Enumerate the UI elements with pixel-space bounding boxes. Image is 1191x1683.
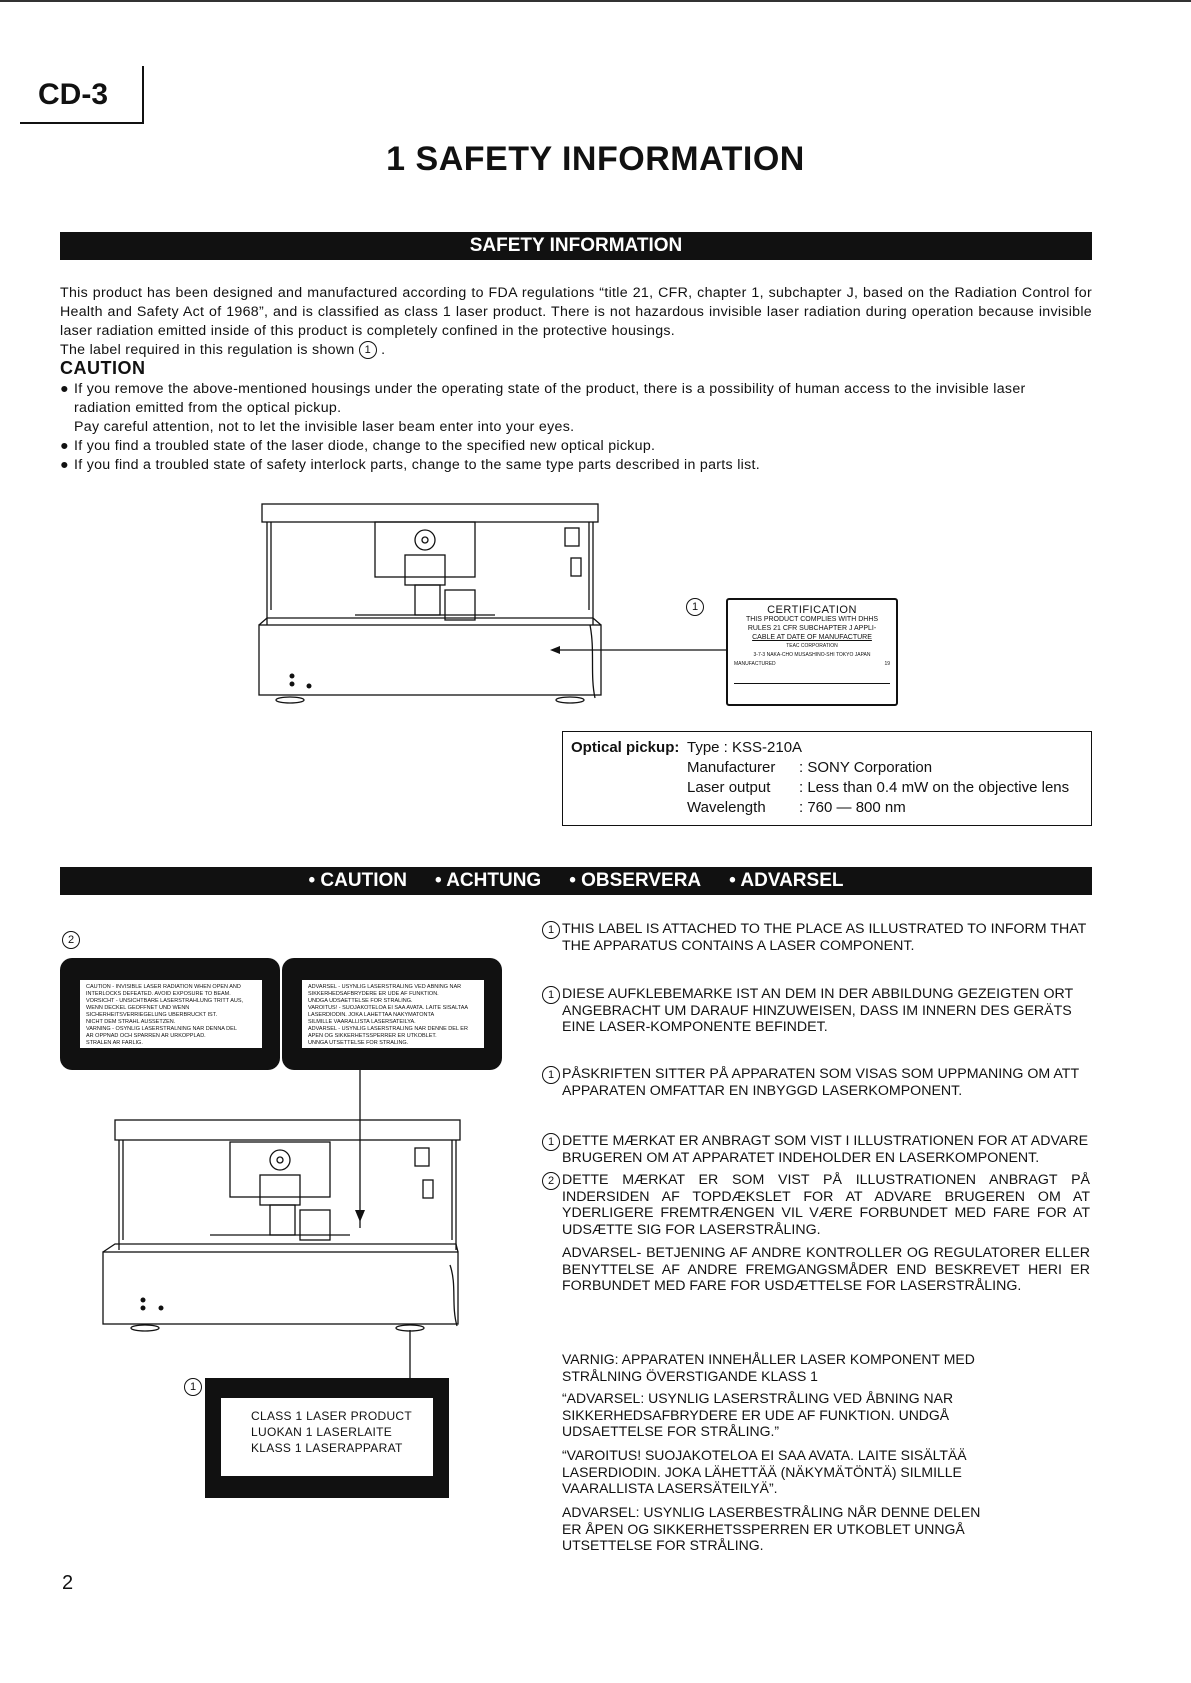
fine-line: VAROITUS! - SUOJAKOTELOA EI SAA AVATA. LAITE SISALTAA bbox=[308, 1005, 469, 1011]
warning-dk: “ADVARSEL: USYNLIG LASERSTRÅLING VED ÅBNING NAR SIKKERHEDSAFBRYDERE ER UDE AF FUNKTION. UNDGÅ UDSAETTELSE FOR STRÅLING.” bbox=[562, 1390, 954, 1439]
top-rule bbox=[0, 0, 1191, 2]
fine-line: WENN DECKEL GEOFFNET UND WENN bbox=[86, 1005, 190, 1011]
note-ref: 1 bbox=[542, 921, 560, 939]
ref-circle-class: 1 bbox=[184, 1378, 202, 1396]
cert-line: 3-7-3 NAKA-CHO MUSASHINO-SHI TOKYO JAPAN bbox=[753, 652, 871, 658]
cd-player-illustration-1 bbox=[255, 500, 615, 710]
bullet-2 bbox=[60, 437, 1092, 456]
note-dk-3: ADVARSEL- BETJENING AF ANDRE KONTROLLER OG REGULATORER ELLER BENYTTELSE AF ANDRE FREMGANGSMÅDER END BESKREVET HERI ER FORBUNDET MED FARE FOR USDÆTTELSE FOR LASERSTRÅLING. bbox=[562, 1245, 1090, 1294]
warning-label-left bbox=[60, 958, 280, 1070]
class1-label bbox=[205, 1378, 449, 1498]
note-text: DETTE MÆRKAT ER SOM VIST PÅ ILLUSTRATIONEN ANBRAGT PÅ INDERSIDEN AF TOPDÆKSLET FOR AT ADVARE BRUGEREN OM AT YDERLIGERE FREMTRÆNGEN VIL VÆRE FORBUNDET MED FARE FOR AT UDSÆTTE SIG FOR LASERSTRÅLING. bbox=[562, 1172, 1090, 1238]
note-text: THIS LABEL IS ATTACHED TO THE PLACE AS ILLUSTRATED TO INFORM THAT THE APPARATUS CONTAINS A LASER COMPONENT. bbox=[562, 921, 1087, 954]
spec-value: : 760 — 800 nm bbox=[799, 799, 906, 816]
fine-line: SIKKERHEDSAFBRYDERE ER UDE AF FUNKTION. bbox=[308, 991, 439, 997]
bullet-text: If you find a troubled state of safety interlock parts, change to the same type parts described in parts list. bbox=[74, 457, 760, 473]
cert-line: TEAC CORPORATION bbox=[786, 643, 838, 649]
warning-fi: “VAROITUS! SUOJAKOTELOA EI SAA AVATA. LAITE SISÄLTÄÄ LASERDIODIN. JOKA LÄHETTÄÄ (NÄKYMÄTÖNTÄ) SILMILLE VAARALLISTA LASERSÄTEILYÄ”. bbox=[562, 1447, 967, 1496]
bullet-dot: ● bbox=[60, 438, 69, 454]
fine-line: LASERDIODIN. JOKA LAHETTAA NAKYMATONTA bbox=[308, 1012, 435, 1018]
spec-value: : SONY Corporation bbox=[799, 759, 933, 776]
page-number: 2 bbox=[62, 1572, 74, 1594]
section-bar-safety bbox=[60, 232, 1092, 260]
fine-line: STRALEN AR FARLIG. bbox=[86, 1040, 143, 1046]
warning-no: ADVARSEL: USYNLIG LASERBESTRÅLING NÅR DENNE DELEN ER ÅPEN OG SIKKERHETSSPERREN ER UTKOBLET UNNGÅ UTSETTELSE FOR STRÅLING. bbox=[562, 1504, 981, 1553]
model-number: CD-3 bbox=[38, 78, 109, 111]
spec-key: Manufacturer bbox=[687, 759, 776, 776]
cert-mfg-year: 19 bbox=[884, 661, 890, 667]
note-text: DETTE MÆRKAT ER ANBRAGT SOM VIST I ILLUSTRATIONEN FOR AT ADVARE BRUGEREN OM AT APPARATET INDEHOLDER EN LASERKOMPONENT. bbox=[562, 1133, 1089, 1166]
bullet-text: If you find a troubled state of the laser diode, change to the specified new optical pickup. bbox=[74, 438, 656, 454]
bullet-1-cont: Pay careful attention, not to let the invisible laser beam enter into your eyes. bbox=[74, 419, 575, 435]
note-ref: 1 bbox=[542, 1133, 560, 1151]
ref-circle-cert: 1 bbox=[686, 598, 704, 616]
fine-line: VARNING - OSYNLIG LASERSTRALNING NAR DENNA DEL bbox=[86, 1026, 237, 1032]
bar-item: • ACHTUNG bbox=[434, 870, 542, 891]
bar-item: • CAUTION bbox=[308, 870, 407, 891]
model-rule-horizontal bbox=[20, 122, 144, 124]
spec-value: : Less than 0.4 mW on the objective lens bbox=[799, 779, 1070, 796]
bullet-text: If you remove the above-mentioned housings under the operating state of the product, there is a possibility of human access to the invisible laser radiation emitted from the optical pickup. bbox=[74, 381, 1026, 416]
note-se bbox=[547, 1066, 1090, 1099]
bullet-dot: ● bbox=[60, 381, 69, 397]
section-bar-caution bbox=[60, 867, 1092, 895]
spec-key: Wavelength bbox=[687, 799, 766, 816]
cert-sign-line bbox=[734, 683, 890, 684]
ref-circle-1: 1 bbox=[359, 341, 377, 359]
bullet-dot: ● bbox=[60, 457, 69, 473]
warning-label-right-text bbox=[302, 980, 484, 1048]
warning-label-right bbox=[282, 958, 502, 1070]
class-line: KLASS 1 LASERAPPARAT bbox=[251, 1441, 403, 1455]
fine-line: AR OPPNAD OCH SPARREN AR URKOPPLAD. bbox=[86, 1033, 206, 1039]
bar-item: • OBSERVERA bbox=[569, 870, 702, 891]
cert-line: CABLE AT DATE OF MANUFACTURE bbox=[752, 634, 872, 641]
cert-mfg: MANUFACTURED bbox=[734, 661, 776, 667]
fine-line: UNNGA UTSETTELSE FOR STRALING. bbox=[308, 1040, 409, 1046]
label-line bbox=[60, 341, 1092, 360]
bullet-3 bbox=[60, 456, 1092, 475]
fine-line: NICHT DEM STRAHL AUSSETZEN. bbox=[86, 1019, 176, 1025]
spec-key: Laser output bbox=[687, 779, 771, 796]
bullet-1 bbox=[60, 380, 1092, 418]
fine-line: UNDGA UDSAETTELSE FOR STRALING. bbox=[308, 998, 413, 1004]
note-ref: 1 bbox=[542, 986, 560, 1004]
fine-line: ADVARSEL - USYNLIG LASERSTRALING NAR DENNE DEL ER bbox=[308, 1026, 468, 1032]
section-bar-title: SAFETY INFORMATION bbox=[469, 235, 683, 256]
caution-heading: CAUTION bbox=[60, 358, 146, 378]
optical-pickup-spec bbox=[562, 731, 1092, 826]
class-line: LUOKAN 1 LASERLAITE bbox=[251, 1425, 393, 1439]
fine-line: APEN OG SIKKERHETSSPERRER ER UTKOBLET. bbox=[308, 1033, 437, 1039]
label-line-text: The label required in this regulation is shown bbox=[60, 342, 355, 358]
cert-line: THIS PRODUCT COMPLIES WITH DHHS bbox=[745, 616, 879, 623]
pickup-type: Type : KSS-210A bbox=[687, 739, 803, 756]
page-title: 1 SAFETY INFORMATION bbox=[386, 140, 805, 178]
note-ref: 1 bbox=[542, 1066, 560, 1084]
fine-line: SICHERHEITSVERRIEGELUNG UBERBRUCKT IST. bbox=[86, 1012, 218, 1018]
class1-label-text bbox=[221, 1398, 433, 1476]
note-en bbox=[547, 921, 1090, 954]
model-rule-vertical bbox=[142, 66, 144, 124]
leader-arrow bbox=[550, 640, 730, 660]
note-de bbox=[547, 986, 1090, 1036]
fine-line: CAUTION - INVISIBLE LASER RADIATION WHEN OPEN AND bbox=[86, 984, 241, 990]
cert-mfg-row bbox=[728, 660, 896, 669]
pickup-label: Optical pickup: bbox=[571, 739, 680, 756]
cert-line: RULES 21 CFR SUBCHAPTER J APPLI- bbox=[747, 625, 877, 632]
note-text: PÅSKRIFTEN SITTER PÅ APPARATEN SOM VISAS SOM UPPMANING OM ATT APPARATEN OMFATTAR EN INBYGGD LASERKOMPONENT. bbox=[562, 1066, 1079, 1099]
cert-heading: CERTIFICATION bbox=[767, 604, 857, 616]
bar-item: • ADVARSEL bbox=[729, 870, 844, 891]
warning-label-left-text bbox=[80, 980, 262, 1048]
label-line-end: . bbox=[381, 342, 386, 358]
ref-circle-2: 2 bbox=[62, 931, 80, 949]
class-line: CLASS 1 LASER PRODUCT bbox=[251, 1409, 413, 1423]
note-dk-2 bbox=[547, 1172, 1090, 1238]
fine-line: INTERLOCKS DEFEATED. AVOID EXPOSURE TO BEAM. bbox=[86, 991, 231, 997]
warning-se: VARNIG: APPARATEN INNEHÅLLER LASER KOMPONENT MED STRÅLNING ÖVERSTIGANDE KLASS 1 bbox=[562, 1351, 975, 1384]
intro-paragraph: This product has been designed and manufactured according to FDA regulations “title 21, CFR, chapter 1, subchapter J, based on the Radiation Control for Health and Safety Act of 1968”, and is classified as class 1 laser product. There is not hazardous invisible laser radiation during operation because invisible laser radiation emitted inside of this product is completely confined in the protective housings. bbox=[60, 285, 1092, 339]
fine-line: SILMILLE VAARALLISTA LASERSATEILYA. bbox=[308, 1019, 416, 1025]
fine-line: ADVARSEL - USYNLIG LASERSTRALING VED ABNING NAR bbox=[308, 984, 462, 990]
note-ref: 2 bbox=[542, 1172, 560, 1190]
fine-line: VORSICHT - UNSICHTBARE LASERSTRAHLUNG TRITT AUS, bbox=[86, 998, 244, 1004]
certification-label bbox=[726, 598, 898, 706]
note-dk-1 bbox=[547, 1133, 1090, 1166]
cd-player-illustration-2 bbox=[95, 1070, 475, 1380]
note-text: DIESE AUFKLEBEMARKE IST AN DEM IN DER ABBILDUNG GEZEIGTEN ORT ANGEBRACHT UM DARAUF HINZUWEISEN, DASS IM INNERN DES GERÄTS EINE LASER-KOMPONENTE BEFINDET. bbox=[562, 986, 1073, 1035]
